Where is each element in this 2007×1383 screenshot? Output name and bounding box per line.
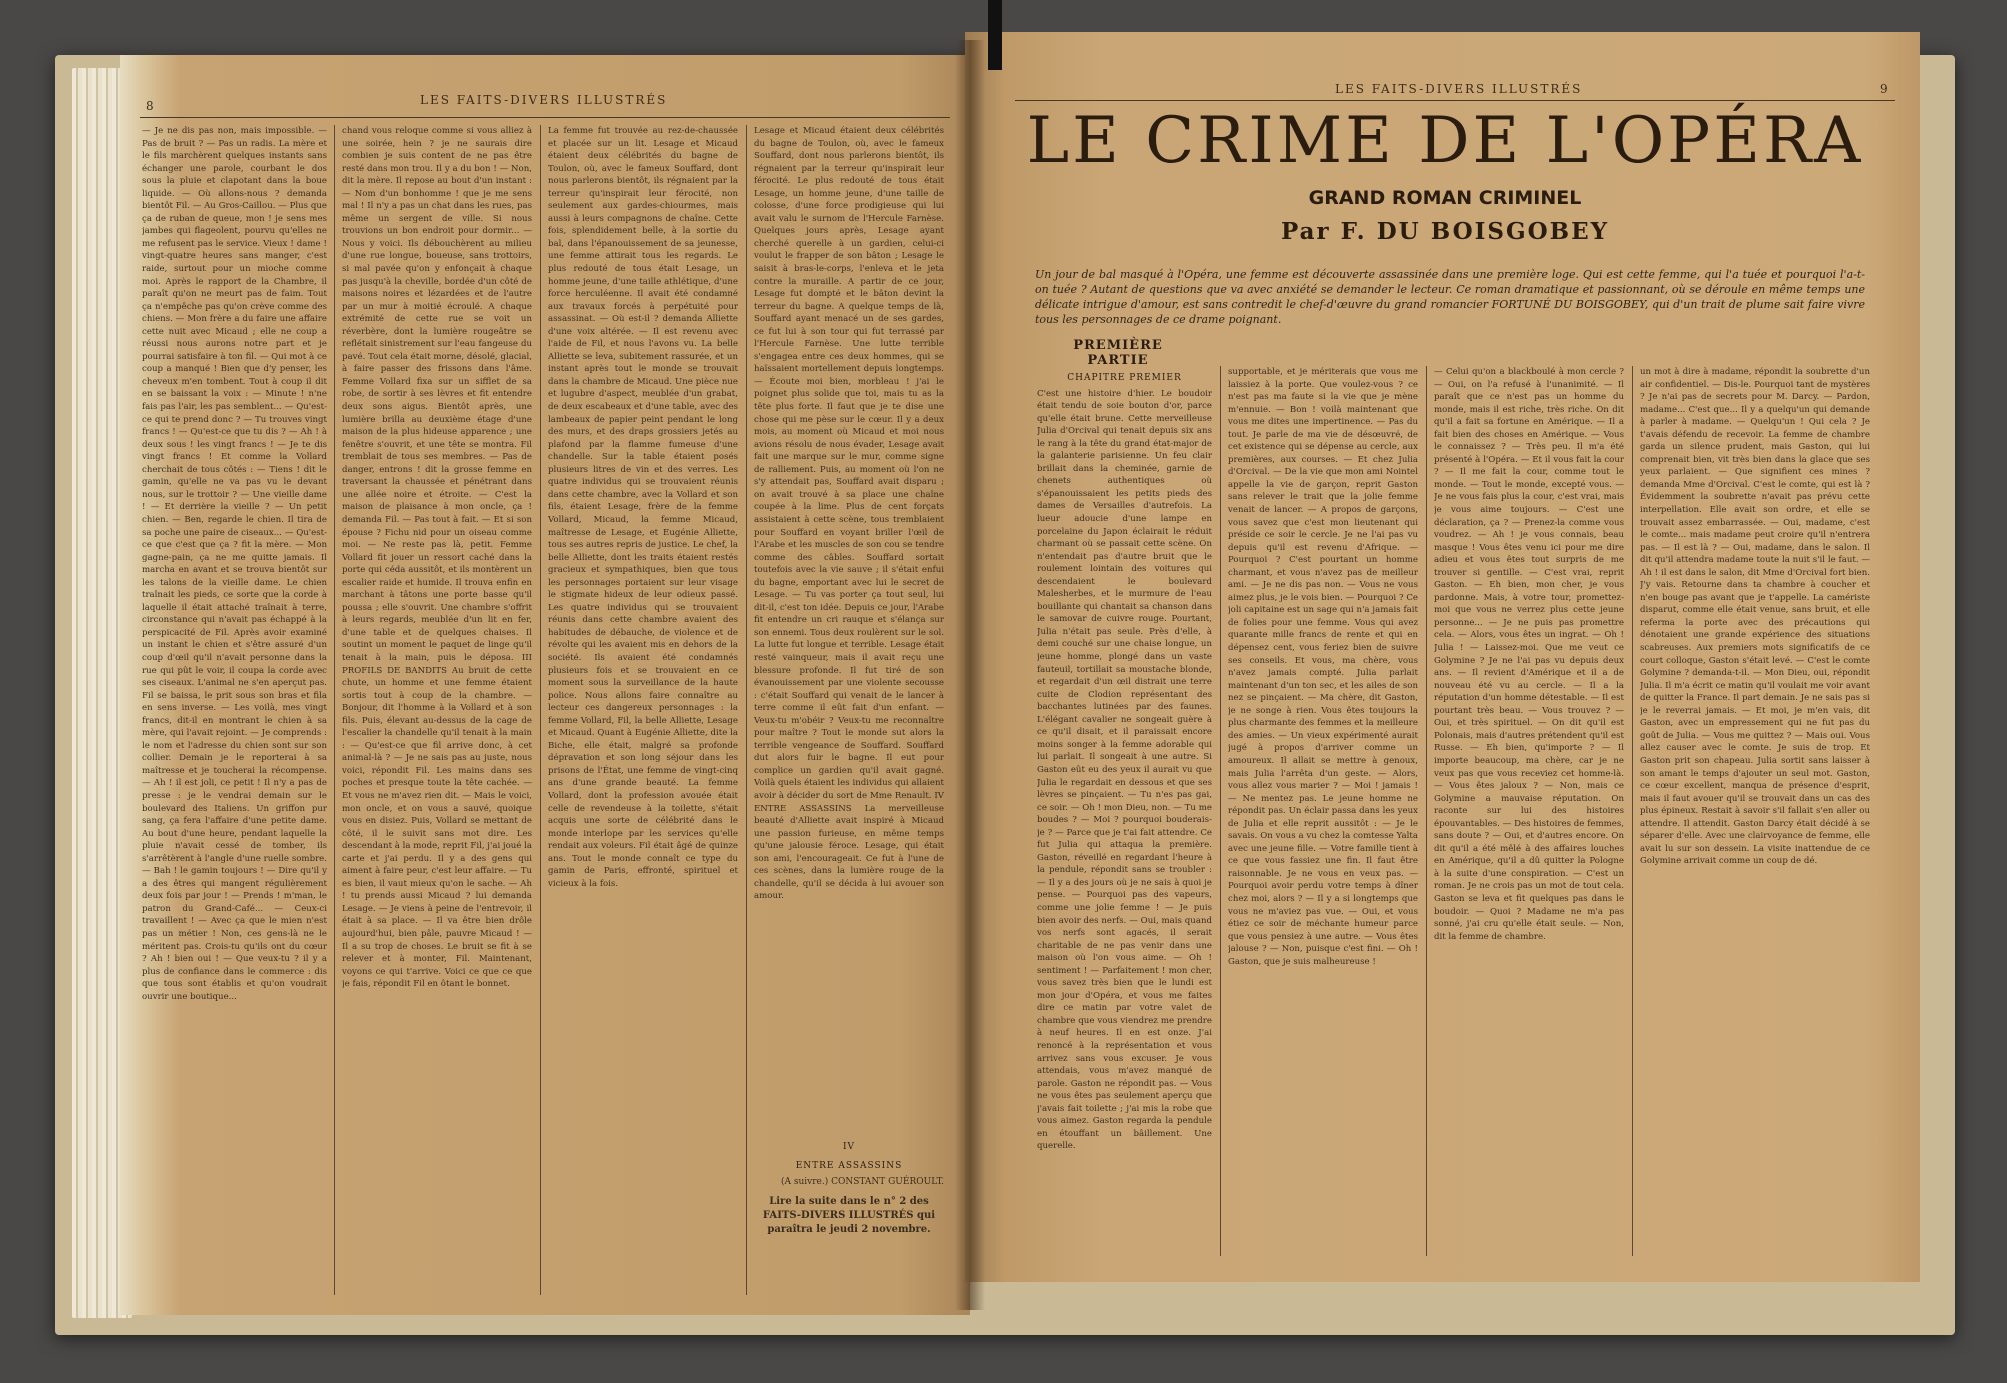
bookmark-ribbon <box>988 0 1002 70</box>
left-col3-text: La femme fut trouvée au rez-de-chaussée et placée sur un lit. Lesage et Micaud étaient deux célébrités du bagne de Toulon, où, avec le fameux Souffard, dont nous parlerons bientôt, ils régnaient par la terreur qu'inspirait leur férocité, non seulement aux gardes-chiourmes, mais aussi à leurs compagnons de chaîne. Cette fois, splendidement belle, à la sortie du bal, dans l'épanouissement de sa jeunesse, une femme attirait tous les regards. Le plus redouté de tous était Lesage, un homme jeune, d'une taille athlétique, d'une force herculéenne. Il avait été condamné aux travaux forcés à perpétuité pour assassinat. — Où est-il ? demanda Alliette d'une voix altérée. — Il est revenu avec l'aide de Fil, et nous l'avons vu. La belle Alliette se leva, subitement rassurée, et un instant après tout le monde se trouvait dans la chambre de Micaud. Une pièce nue et lugubre d'aspect, meublée d'un grabat, de deux escabeaux et d'une table, avec des lambeaux de papier peint pendant le long des murs, et des draps grossiers jetés au plafond par la flamme fumeuse d'une chandelle. Sur la table étaient posés plusieurs litres de vin et des verres. Les quatre individus qui se trouvaient réunis dans cette chambre, avec la Vollard et son fils, étaient Lesage, frère de la femme Vollard, Micaud, la femme Micaud, maîtresse de Lesage, et Eugénie Alliette, tous ses autres repris de justice. Le chef, la belle Alliette, dont les traits étaient restés gracieux et sympathiques, bien que tous les personnages portaient sur leur visage le stigmate hideux de leur odieux passé. Les quatre individus qui se trouvaient réunis dans cette chambre avaient des habitudes de débauche, de violence et de révolte qui les avaient mis en dehors de la société. Ils avaient été condamnés plusieurs fois et se trouvaient en ce moment sous la surveillance de la haute police. Nous allons faire connaître au lecteur ces dangereux personnages : la femme Vollard, Fil, la belle Alliette, Lesage et Micaud. Quant à Eugénie Alliette, dite la Biche, elle était, malgré sa profonde dépravation et son long séjour dans les prisons de l'État, une femme de vingt-cinq ans d'une grande beauté. La femme Vollard, dont la profession avouée était celle de revendeuse à la toilette, s'était acquis une sorte de célébrité dans le monde interlope par les services qu'elle rendait aux voleurs. Fil était âgé de quinze ans. Tout le monde connaît ce type du gamin de Paris, effronté, spirituel et vicieux à la fois. <box>548 126 738 889</box>
right-page <box>965 32 1920 1282</box>
left-column-2 <box>342 125 532 1305</box>
right-running-head: LES FAITS-DIVERS ILLUSTRÉS <box>1335 82 1583 96</box>
left-column-4 <box>754 125 944 1305</box>
left-col2-text: chand vous reloque comme si vous alliez à une soirée, hein ? je ne saurais dire combien je suis content de ne pas être resté dans mon trou. Il y a du bon ! — Non, dit la mère. Il repose au bout d'un instant : — Nom d'un bonhomme ! que je me sens mal ! Il n'y a pas un chat dans les rues, pas même un sergent de ville. Si nous trouvions un bon endroit pour dormir... — Nous y voici. Ils débouchèrent au milieu d'une rue longue, boueuse, sans trottoirs, si mal pavée qu'on y enfonçait à chaque pas jusqu'à la cheville, bordée d'un côté de maisons noires et lézardées et de l'autre par un mur à moitié écroulé. A chaque extrémité de cette rue se voit un réverbère, dont la lumière rougeâtre se reflétait sinistrement sur l'eau fangeuse du pavé. Tout cela était morne, désolé, glacial, à faire passer des frissons dans l'âme. Femme Vollard fixa sur un sifflet de sa robe, de sortir à ses lèvres et fit entendre deux sons aigus. Bientôt après, une lumière brilla au deuxième étage d'une maison de la plus hideuse apparence ; une fenêtre s'ouvrit, et une tête se montra. Fil tremblait de tous ses membres. — Pas de danger, entrons ! dit la grosse femme en traversant la chaussée et pénétrant dans une allée noire et étroite. — C'est la maison de plaisance à mon oncle, ça ! demanda Fil. — Pas tout à fait. — Et si son épouse ? Fichu nid pour un oiseau comme moi. — Ne reste pas là, petit. Femme Vollard fit jouer un ressort caché dans la porte qui céda aussitôt, et ils montèrent un escalier raide et humide. Il trouva enfin en marchant à tâtons une porte basse qu'il poussa ; elle s'ouvrit. Une chambre s'offrit à leurs regards, meublée d'un lit en fer, d'une table et de quelques chaises. Il soutint un moment le paquet de linge qu'il tenait à la main, puis le déposa. III PROFILS DE BANDITS Au bruit de cette chute, un homme et une femme étaient sortis tout à coup de la chambre. — Bonjour, dit l'homme à la Vollard et à son fils. Puis, élevant au-dessus de la cage de l'escalier la chandelle qu'il tenait à la main : — Qu'est-ce que fil arrive donc, à cet animal-là ? — Je ne sais pas au juste, nous voici, répondit Fil. Les mains dans ses poches et presque toute la tête cachée. — Et vous ne m'avez rien dit. — Mais le voici, mon oncle, et on vous a sauvé, quoique vous en disiez. Puis, Vollard se mettant de côté, il le suivit sans mot dire. Les descendant à la mode, reprit Fil, j'ai joué la carte et j'ai perdu. Il y a des gens qui aiment à faire peur, c'est leur affaire. — Tu es bien, il vaut mieux qu'on le sache. — Ah ! tu prends aussi Micaud ? lui demanda Lesage. — Je viens à peine de l'entrevoir, il était à sa place. — Il va être bien drôle aujourd'hui, bien pâle, pauvre Micaud ! — Il a su trop de choses. Le bruit se fit à se relever et à monter, Fil. Maintenant, voyons ce qui t'arrive. Voici ce que ce que je fais, répondit Fil en ôtant le bonnet. <box>342 126 532 990</box>
next-issue-notice: Lire la suite dans le n° 2 des FAITS-DIVERS ILLUSTRÉS qui paraîtra le jeudi 2 novembre. <box>762 1195 936 1235</box>
right-column-1 <box>1037 366 1212 1266</box>
serial-title: LE CRIME DE L'OPÉRA <box>1026 104 1864 178</box>
left-col1-text: — Je ne dis pas non, mais impossible. — Pas de bruit ? — Pas un radis. La mère et le fils marchèrent quelques instants sans échanger une parole, courbant le dos sous la pluie et clapotant dans la boue liquide. — Où allons-nous ? demanda bientôt Fil. — Au Gros-Caillou. — Plus que ça de ruban de queue, mon ! je sens mes jambes qui flageolent, pourvu qu'elles ne me refusent pas le service. Vieux ! dame ! vingt-quatre heures sans manger, c'est raide, surtout pour un mioche comme moi. Après le rapport de la Chambre, il paraît qu'on ne meurt pas de faim. Tout ça n'empêche pas qu'on crève comme des chiens. — Mon frère a du faire une affaire cette nuit avec Micaud ; elle ne coup a réussi nous aurons notre part et je pourrai satisfaire à ton fil. — Qui mot à ce coup a manqué ! Bien que d'y penser, les cheveux m'en tombent. Tout à coup il dit en se baissant la voix : — Minute ! n'ne fais pas l'air, les pas semblent... — Qu'est-ce qui te prend donc ? — Tu trouves vingt francs ! — Qu'est-ce que tu dis ? — Ah ! à deux sous ! les vingt francs ! — Je te dis vingt francs ! Et comme la Vollard cherchait de tous côtés : — Tiens ! dit le gamin, qu'elle ne va pas vu le devant nous, sur le trottoir ? — Une vieille dame ! — Et derrière la vieille ? — Un petit chien. — Ben, regarde le chien. Il tira de sa poche une paire de ciseaux... — Qu'est-ce que c'est que ça ? fit la mère. — Mon gagne-pain, ça ne me quitte jamais. Il marcha en avant et se trouva bientôt sur les talons de la vieille dame. Le chien traînait les pieds, ce sorte que la corde à laquelle il était attaché traînait à terre, circonstance qui n'avait pas échappé à la perspicacité de Fil. Après avoir examiné un instant le chien et s'être assuré d'un coup d'œil qu'il n'avait personne dans la rue qui pût le voir, il coupa la corde avec ses ciseaux. L'animal ne s'en aperçut pas. Fil se baissa, le prit sous son bras et fila en sens inverse. — Les voilà, mes vingt francs, dit-il en montrant le chien à sa mère, qui l'avait rejoint. — Je comprends : le nom et l'adresse du chien sont sur son collier. Demain je le reporterai à sa maîtresse et je toucherai la récompense. — Ah ! il est joli, ce petit ! Il n'y a pas de presse : je le vendrai demain sur le boulevard des Italiens. Un griffon pur sang, ça fera l'affaire d'une petite dame. Au bout d'une heure, pendant laquelle la pluie n'avait cessé de tomber, ils s'arrêtèrent à l'angle d'une ruelle sombre. — Bah ! le gamin toujours ! — Dire qu'il y a des êtres qui mangent régulièrement deux fois par jour ! — Prends ! m'man, le patron du Grand-Café... — Ceux-ci travaillent ! — Avec ça que le mien n'est pas un métier ! Non, ces gens-là ne le méritent pas. Crois-tu qu'ils ont du cœur ? Ah ! bien oui ! — Que veux-tu ? il y a plus de confiance dans le commerce : dis que tous sont établis et qu'on voudrait ouvrir une boutique... <box>142 126 327 1002</box>
serial-author: Par F. DU BOISGOBEY <box>1280 218 1610 245</box>
column-rule <box>1220 366 1221 1256</box>
right-col4-text: un mot à dire à madame, répondit la soubrette d'un air confidentiel. — Dis-le. Pourquoi tant de mystères ? Je n'ai pas de secrets pour M. Darcy. — Pardon, madame... C'est que... Il y a quelqu'un qui demande à parler à madame. — Quelqu'un ! Qui cela ? Je t'avais défendu de recevoir. La femme de chambre garda un silence prudent, mais Gaston, qui lui comprenait bien, vit très bien dans la glace que ses yeux parlaient. — Que signifient ces mines ? demanda Mme d'Orcival. C'est le comte, qui est là ? Évidemment la soubrette n'avait pas prévu cette interpellation. Elle avait son ordre, et elle se trouvait assez embarrassée. — Oui, madame, c'est le comte... mais madame peut croire qu'il n'entrera pas. — Il est là ? — Oui, madame, dans le salon. Il dit qu'il attendra madame toute la nuit s'il le faut. — Ah ! il est dans le salon, dit Mme d'Orcival fort bien. J'y vais. Retourne dans ta chambre à coucher et n'en bouge pas avant que je t'appelle. La camériste disparut, comme elle était venue, sans bruit, et elle referma la porte avec des précautions qui dénotaient une grande expérience des situations scabreuses. Aux premiers mots significatifs de ce court colloque, Gaston s'était levé. — C'est le comte Golymine ? demanda-t-il. — Mon Dieu, oui, répondit Julia. Il m'a écrit ce matin qu'il voulait me voir avant de quitter la France. Il part demain. Je ne sais pas si je le reverrai jamais. — Et moi, je m'en vais, dit Gaston, avec un empressement qui ne fut pas du goût de Julia. — Vous me quittez ? — Mais oui. Vous allez causer avec le comte. Je suis de trop. Et Gaston prit son chapeau. Julia sortit sans laisser à son amant le temps d'ajouter un seul mot. Gaston, ce cœur excellent, manqua de présence d'esprit, mais il faut avouer qu'il se trouvait dans un cas des plus épineux. Restait à savoir s'il fallait s'en aller ou attendre. Il attendit. Gaston Darcy était décidé à se séparer d'elle. Avec une clairvoyance de femme, elle avait lu sur son dessein. La visite inattendue de ce Golymine arrivait comme un coup de dé. <box>1640 367 1870 867</box>
column-rule <box>1632 366 1633 1256</box>
right-col2-text: supportable, et je mériterais que vous me laissiez à la porte. Que voulez-vous ? ce n'est pas ma faute si la vie que je mène m'ennuie. — Bon ! voilà maintenant que vous me dites une impertinence. — Pas du tout. Je parle de ma vie de désœuvré, de cet existence qui se dépense au cercle, aux premières, aux courses. — Et chez Julia d'Orcival. — De la vie que mon ami Nointel appelle la vie de garçon, reprit Gaston sans relever le trait que la jolie femme venait de lancer. — A propos de garçons, vous savez que c'est mon lieutenant qui préside ce soir le cercle. Je ne l'ai pas vu depuis qu'il est revenu d'Afrique. — Pourquoi ? C'est pourtant un homme charmant, et vous n'avez pas de meilleur ami. — Je ne dis pas non. — Vous ne vous aimez plus, je le vois bien. — Pourquoi ? Ce joli capitaine est un sage qui n'a jamais fait de folies pour une femme. Vous qui avez quarante mille francs de rente et qui en dépensez cent, vous feriez bien de suivre ses conseils. Et vous, ma chère, vous n'avez jamais compté. Julia parlait maintenant d'un ton sec, et les ailes de son nez se pinçaient. — Ma chère, dit Gaston, je ne songe à rien. Vous êtes toujours la plus charmante des femmes et la meilleure des amies. — Un vieux expérimenté aurait jugé à propos d'arriver comme un amoureux. Il allait se mettre à genoux, mais Julia l'arrêta d'un geste. — Alors, vous allez vous marier ? — Moi ! jamais ! — Ne mentez pas. Le jeune homme ne répondit pas. Un éclair passa dans les yeux de Julia et elle reprit aussitôt : — Je le savais. On vous a vu chez la comtesse Yalta avec une jeune fille. — Votre famille tient à ce que vous fassiez une fin. Il faut être raisonnable. Je ne vous en veux pas. — Pourquoi avoir perdu votre temps à dîner chez moi, alors ? — Il y a si longtemps que vous ne m'aviez pas vue. — Oui, et vous étiez ce soir de méchante humeur parce que vous pensiez à une autre. — Vous êtes jalouse ? — Non, puisque c'est fini. — Oh ! Gaston, que je suis malheureuse ! <box>1228 367 1418 967</box>
column-rule <box>746 125 747 1295</box>
section-title-entre-assassins: ENTRE ASSASSINS <box>795 1160 903 1171</box>
right-col3-text: — Celui qu'on a blackboulé à mon cercle ? — Oui, on l'a refusé à l'unanimité. — Il paraît que ce n'est pas un homme du monde, mais il est riche, très riche. On dit qu'il a fait sa fortune en Amérique. — Il a fait bien des choses en Amérique. — Vous le connaissez ? — Très peu. Il m'a été présenté à l'Opéra. — Et il vous fait la cour ? — Il me fait la cour, comme tout le monde. — Tout le monde, excepté vous. — Je ne vous fais plus la cour, c'est vrai, mais je vous aime toujours. — C'est une déclaration, ça ? — Prenez-la comme vous voudrez. — Ah ! je vous connais, beau masque ! Vous êtes venu ici pour me dire adieu et vous êtes tout surpris de me trouver si gentille. — C'est vrai, reprit Gaston. — Eh bien, mon cher, je vous pardonne. Mais, à votre tour, promettez-moi que vous ne verrez plus cette jeune personne... — Je ne puis pas promettre cela. — Alors, vous êtes un ingrat. — Oh ! Julia ! — Laissez-moi. Que me veut ce Golymine ? Je ne l'ai pas vu depuis deux ans. — Il revient d'Amérique et il a de nouveau été vu au cercle. — Il a la réputation d'un homme détestable. — Il est pourtant très beau. — Vous trouvez ? — Oui, et très spirituel. — On dit qu'il est Polonais, mais d'autres prétendent qu'il est Russe. — Eh bien, qu'importe ? — Il importe beaucoup, ma chère, car je ne veux pas que vous receviez cet homme-là. — Vous êtes jaloux ? — Non, mais ce Golymine a mauvaise réputation. On raconte sur lui des histoires épouvantables. — Des histoires de femmes, sans doute ? — Oui, et d'autres encore. On dit qu'il a été mêlé à des affaires louches en Amérique, qu'il a dû quitter la Pologne à la suite d'une conspiration. — C'est un roman. Je ne crois pas un mot de tout cela. Gaston se leva et fit quelques pas dans le boudoir. — Quoi ? Madame ne m'a pas sonné, j'ai cru qu'elle était seule. — Non, dit la femme de chambre. <box>1434 367 1624 942</box>
right-page-number: 9 <box>1880 82 1888 96</box>
chapter-title: CHAPITRE PREMIER <box>1067 373 1182 383</box>
serial-subtitle: GRAND ROMAN CRIMINEL <box>1308 187 1582 209</box>
left-page-number: 8 <box>146 99 154 113</box>
left-head-rule <box>140 117 950 118</box>
column-rule <box>1426 366 1427 1256</box>
right-column-2 <box>1228 366 1418 1266</box>
book-gutter <box>955 40 985 1310</box>
left-column-3 <box>548 125 738 1305</box>
left-col4-text: Lesage et Micaud étaient deux célébrités du bagne de Toulon, où, avec le fameux Souffard, dont nous parlerons bientôt, ils régnaient par la terreur qu'inspirait leur férocité. Le plus redouté de tous était Lesage, un homme jeune, d'une taille de colosse, d'une force prodigieuse qui lui avait valu le surnom de l'Hercule Farnèse. Quelques jours après, Lesage ayant cherché querelle à un gardien, celui-ci voulut le frapper de son bâton ; Lesage le saisit à bras-le-corps, l'enleva et le jeta contre la muraille. A partir de ce jour, Lesage fut dompté et le bâton devint la terreur du bagne. A quelque temps de là, Souffard ayant menacé un de ses gardes, ce fut lui à son tour qui fut terrassé par l'Hercule Farnèse. Une lutte terrible s'engagea entre ces deux hommes, qui se haïssaient mortellement depuis longtemps. — Écoute moi bien, morbleau ! j'ai le poignet plus solide que toi, mais tu as la tête plus forte. Il faut que je te dise une chose qui me pèse sur le cœur. Il y a deux mois, au moment où Micaud et moi nous avions résolu de nous évader, Lesage avait fait une marque sur le mur, comme signe de ralliement. Puis, au moment où l'on ne s'y attendait pas, Souffard avait disparu ; on avait trouvé à sa place une chaîne coupée à la lime. Plus de cent forçats assistaient à cette scène, tous tremblaient pour Souffard en voyant briller l'œil de l'Arabe et les muscles de son cou se tendre comme des câbles. Souffard sortait toutefois avec la vie sauve ; il s'était enfui du bagne, emportant avec lui le secret de Lesage. — Tu vas porter ça tout seul, lui dit-il, c'est ton idée. Depuis ce jour, l'Arabe fit entendre un cri rauque et s'élança sur son ennemi. Tous deux roulèrent sur le sol. La lutte fut longue et terrible. Lesage était resté vainqueur, mais il avait reçu une blessure profonde. Il fut tiré de son évanouissement par une violente secousse : c'était Souffard qui venait de le lancer à terre comme il eût fait d'un enfant. — Veux-tu m'obéir ? Veux-tu me reconnaître pour maître ? Tout le monde sut alors la terrible vengeance de Souffard. Souffard dut alors fuir le bagne. Il eut pour complice un gardien qu'il avait gagné. Voilà quels étaient les individus qui allaient avoir à décider du sort de Mme Renault. IV ENTRE ASSASSINS La merveilleuse beauté d'Alliette avait inspiré à Micaud une passion furieuse, en même temps qu'une jalousie féroce. Lesage, qui était son ami, l'encourageait. Ce fut à l'une de ces scènes, dans la lumière rouge de la chandelle, qu'il se décida à lui avouer son amour. <box>754 126 944 902</box>
column-rule <box>540 125 541 1295</box>
section-number-iv: IV <box>842 1142 856 1152</box>
installment-signoff: (A suivre.) CONSTANT GUÉROULT. <box>780 1177 944 1188</box>
serial-intro: Un jour de bal masqué à l'Opéra, une femme est découverte assassinée dans une première loge. Qui est cette femme, qui l'a tuée et pourquoi l'a-t-on tuée ? Autant de questions que va avec anxiété se demander le lecteur. Ce roman dramatique et passionnant, où se déroule en même temps une délicate intrigue d'amour, est sans contredit le chef-d'œuvre du grand romancier FORTUNÉ DU BOISGOBEY, qui d'un trait de plume sait faire vivre tous les personnages de ce drame poignant. <box>1035 268 1865 326</box>
right-column-4 <box>1640 366 1870 1266</box>
right-head-rule <box>1015 100 1895 101</box>
part-title: PREMIÈRE PARTIE <box>1073 338 1163 368</box>
column-rule <box>334 125 335 1295</box>
left-page <box>120 55 970 1315</box>
left-running-head: LES FAITS-DIVERS ILLUSTRÉS <box>420 93 668 107</box>
right-column-3 <box>1434 366 1624 1266</box>
left-column-1 <box>142 125 327 1305</box>
right-col1-text: C'est une histoire d'hier. Le boudoir était tendu de soie bouton d'or, parce qu'elle était brune. Cette merveilleuse Julia d'Orcival qui tenait depuis six ans le rang à la tête du grand état-major de la galanterie parisienne. Un feu clair brillait dans la cheminée, garnie de chenets authentiques où s'épanouissaient les petits pieds des dames de Versailles d'autrefois. La lueur adoucie d'une lampe en porcelaine du Japon éclairait le réduit charmant où se passait cette scène. On n'entendait pas d'autre bruit que le roulement lointain des voitures qui descendaient le boulevard Malesherbes, et le murmure de l'eau bouillante qui chantait sa chanson dans le samovar de cuivre rouge. Pourtant, Julia n'était pas seule. Près d'elle, à demi couché sur une chaise longue, un jeune homme, plongé dans un vaste fauteuil, tortillait sa moustache blonde, et regardait d'un œil distrait une terre cuite de Clodion représentant des bacchantes lutinées par des faunes. L'élégant cavalier ne songeait guère à ce qu'il disait, et il paraissait encore moins songer à la femme adorable qui lui parlait. Il songeait à une autre. Si Gaston eût eu des yeux il aurait vu que Julia le regardait en dessous et que ses lèvres se pinçaient. — Tu n'es pas gai, ce soir. — Oh ! mon Dieu, non. — Tu me boudes ? — Moi ? pourquoi bouderais-je ? — Parce que je t'ai fait attendre. Ce fut Julia qui attaqua la première. Gaston, réveillé en regardant l'heure à la pendule, répondit sans se troubler : — Il y a des jours où je ne sais à quoi je pense. — Pourquoi pas des vapeurs, comme une jolie femme ! — Je puis bien avoir des nerfs. — Oui, mais quand vos nerfs sont agacés, il serait charitable de ne pas venir dans une maison où l'on vous aime. — Oh ! sentiment ! — Parfaitement ! mon cher, vous savez très bien que le lundi est mon jour d'Opéra, et vous me faites dire ce matin par votre valet de chambre que vous viendrez me prendre à neuf heures. Il en est onze. J'ai renoncé à la représentation et vous arrivez sans vous excuser. Je vous attendais, vous m'avez manqué de parole. Gaston ne répondit pas. — Vous ne vous êtes pas seulement aperçu que j'avais fait toilette ; j'ai mis la robe que vous aimez. Gaston regarda la pendule en étouffant un bâillement. Une querelle. <box>1037 388 1212 1152</box>
